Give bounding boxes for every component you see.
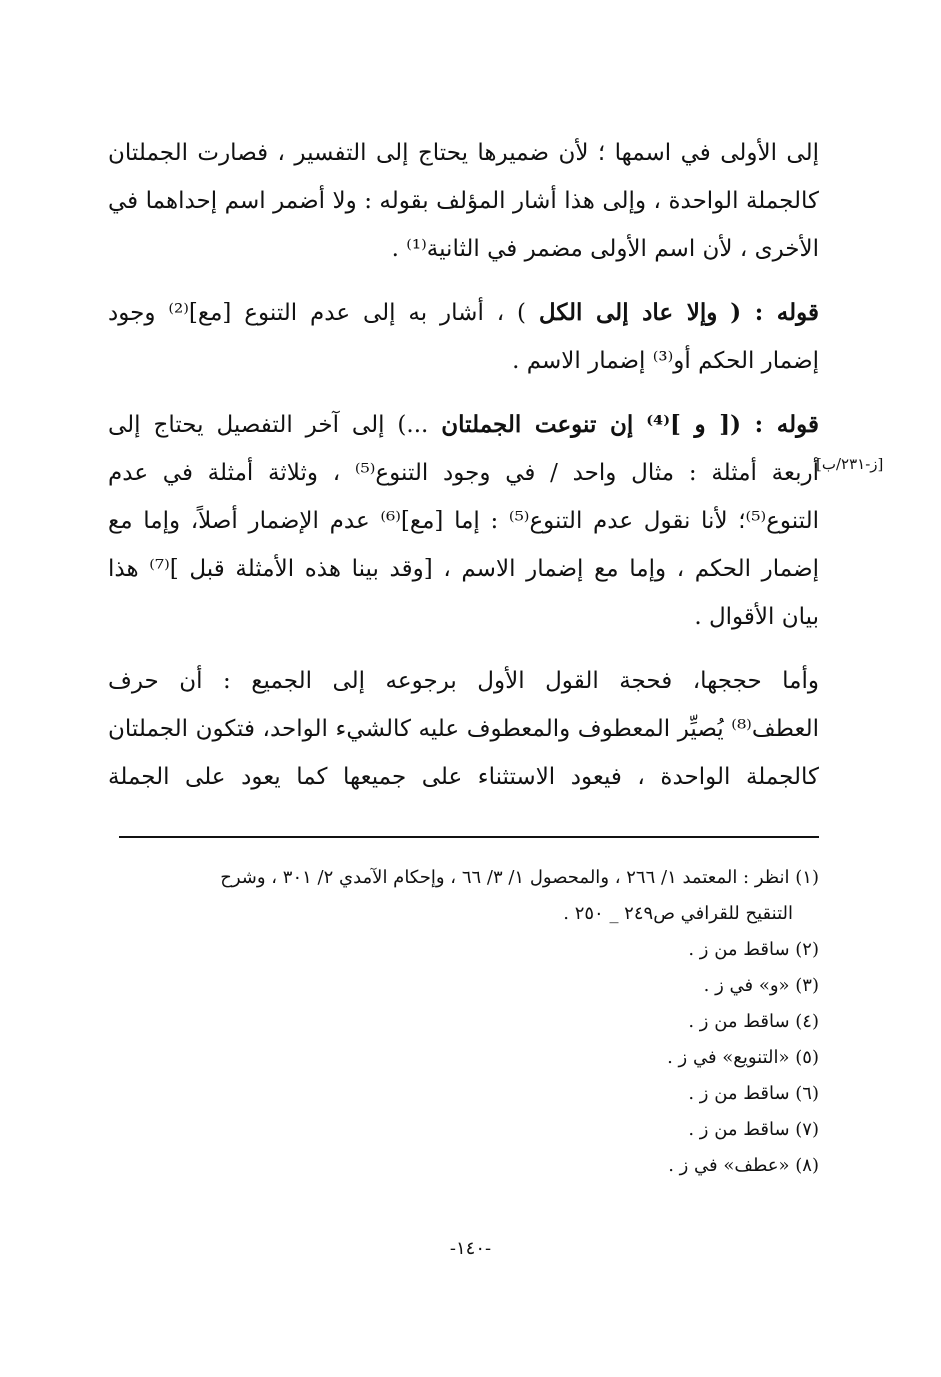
body-line: وأما حججها، فحجة القول الأول برجوعه إلى الجميع : أن حرف [108, 668, 819, 694]
body-line [108, 293, 819, 333]
manuscript-folio-marker: [ز-٢٣١/ب] [816, 455, 884, 473]
commentary-text: ...) إلى آخر التفصيل يحتاج إلى [108, 412, 429, 438]
body-line: التنوع⁽⁵⁾؛ لأنا نقول عدم التنوع⁽⁵⁾ : إما [مع]⁽⁶⁾ عدم الإضمار أصلاً، وإما مع [108, 508, 819, 534]
body-line: إلى الأولى في اسمها ؛ لأن ضميرها يحتاج إلى التفسير ، فصارت الجملتان [108, 140, 819, 166]
quoted-text: إن تنوعت الجملتان [441, 411, 634, 438]
footnote: (٨) «عطف» في ز . [668, 1155, 819, 1176]
body-line [108, 405, 819, 445]
body-line: كالجملة الواحدة ، فيعود الاستثناء على جميعها كما يعود على الجملة [108, 764, 819, 790]
footnote: (٦) ساقط من ز . [688, 1083, 819, 1104]
body-line: كالجملة الواحدة ، وإلى هذا أشار المؤلف بقوله : ولا أضمر اسم إحداهما في [108, 188, 819, 214]
page-number: -١٤٠- [449, 1238, 492, 1259]
body-line: إضمار الحكم أو⁽³⁾ إضمار الاسم . [512, 348, 819, 374]
quote-lead: قوله : ( [730, 299, 819, 326]
footnote: (٧) ساقط من ز . [688, 1119, 819, 1140]
body-line: أربعة أمثلة : مثال واحد / في وجود التنوع⁽⁵⁾ ، وثلاثة أمثلة في عدم [108, 460, 819, 486]
commentary-text: ) ، أشار به إلى عدم التنوع [مع]⁽²⁾ وجود [108, 300, 527, 326]
footnote: (٥) «التنويع» في ز . [667, 1047, 819, 1068]
footnote: التنقيح للقرافي ص٢٤٩ _ ٢٥٠ . [563, 903, 793, 924]
body-line: العطف⁽⁸⁾ يُصيِّر المعطوف والمعطوف عليه كالشيء الواحد، فتكون الجملتان [108, 716, 819, 742]
body-line: إضمار الحكم ، وإما مع إضمار الاسم ، [وقد بينا هذه الأمثلة قبل ]⁽⁷⁾ هذا [108, 556, 820, 582]
quote-lead: قوله : ([ و ]⁽⁴⁾ [646, 411, 820, 438]
footnote: (٣) «و» في ز . [703, 975, 819, 996]
body-line: الأخرى ، لأن اسم الأولى مضمر في الثانية⁽¹⁾ . [391, 236, 819, 262]
footnote-separator [119, 836, 819, 838]
footnote: (٤) ساقط من ز . [688, 1011, 819, 1032]
quoted-text: وإلا عاد إلى الكل [538, 299, 718, 326]
body-line: بيان الأقوال . [694, 604, 819, 630]
footnote: (١) انظر : المعتمد ١/ ٢٦٦ ، والمحصول ١/ ٣/ ٦٦ ، وإحكام الآمدي ٢/ ٣٠١ ، وشرح [220, 867, 819, 888]
footnote: (٢) ساقط من ز . [688, 939, 819, 960]
